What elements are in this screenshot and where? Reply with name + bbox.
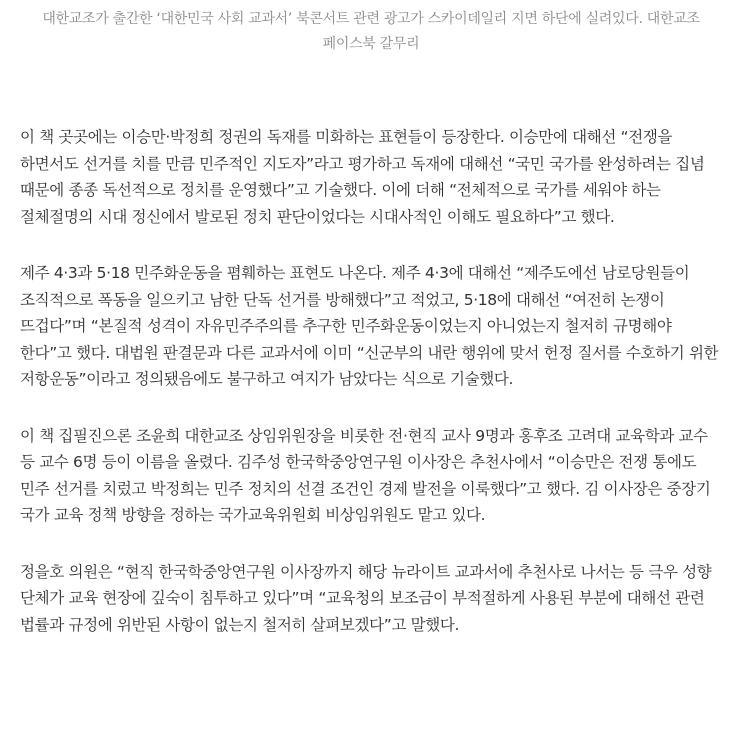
article-paragraph: 정을호 의원은 “현직 한국학중앙연구원 이사장까지 해당 뉴라이트 교과서에 추천사로 나서는 등 극우 성향 단체가 교육 현장에 깊숙이 침투하고 있다”며 “교육청의 보조금이 부적절하게 사용된 부분에 대해선 관련 법률과 규정에 위반된 사항이 없는지 철저히 살펴보겠다”고 말했다.: [20, 562, 712, 634]
photo-caption: 대한교조가 출간한 ‘대한민국 사회 교과서’ 북콘서트 관련 광고가 스카이데일리 지면 하단에 실려있다. 대한교조 페이스북 갈무리: [42, 11, 700, 52]
article-paragraph: 제주 4·3과 5·18 민주화운동을 폄훼하는 표현도 나온다. 제주 4·3에 대해선 “제주도에선 남로당원들이 조직적으로 폭동을 일으키고 남한 단독 선거를 방해했다”고 적었고, 5·18에 대해선 “여전히 논쟁이 뜨겁다”며 “본질적 성격이 자유민주주의를 추구한 민주화운동이었는지 아니었는지 철저히 규명해야 한다”고 했다. 대법원 판결문과 다른 교과서에 이미 “신군부의 내란 행위에 맞서 헌정 질서를 수호하기 위한 저항운동”이라고 정의됐음에도 불구하고 여지가 남았다는 식으로 기술했다.: [20, 264, 719, 388]
article-paragraph: 이 책 집필진으론 조윤희 대한교조 상임위원장을 비롯한 전·현직 교사 9명과 홍후조 고려대 교육학과 교수 등 교수 6명 등이 이름을 올렸다. 김주성 한국학중앙연구원 이사장은 추천사에서 “이승만은 전쟁 통에도 민주 선거를 치렀고 박정희는 민주 정치의 선결 조건인 경제 발전을 이룩했다”고 했다. 김 이사장은 중장기 국가 교육 정책 방향을 정하는 국가교육위원회 비상임위원도 맡고 있다.: [20, 426, 711, 524]
article-paragraph: 이 책 곳곳에는 이승만·박정희 정권의 독재를 미화하는 표현들이 등장한다. 이승만에 대해선 “전쟁을 하면서도 선거를 치를 만큼 민주적인 지도자”라고 평가하고 독재에 대해선 “국민 국가를 완성하려는 집념 때문에 종종 독선적으로 정치를 운영했다”고 기술했다. 이에 더해 “전체적으로 국가를 세워야 하는 절체절명의 시대 정신에서 발로된 정치 판단이었다는 시대사적인 이해도 필요하다”고 했다.: [20, 128, 705, 226]
article-body: [20, 124, 720, 638]
